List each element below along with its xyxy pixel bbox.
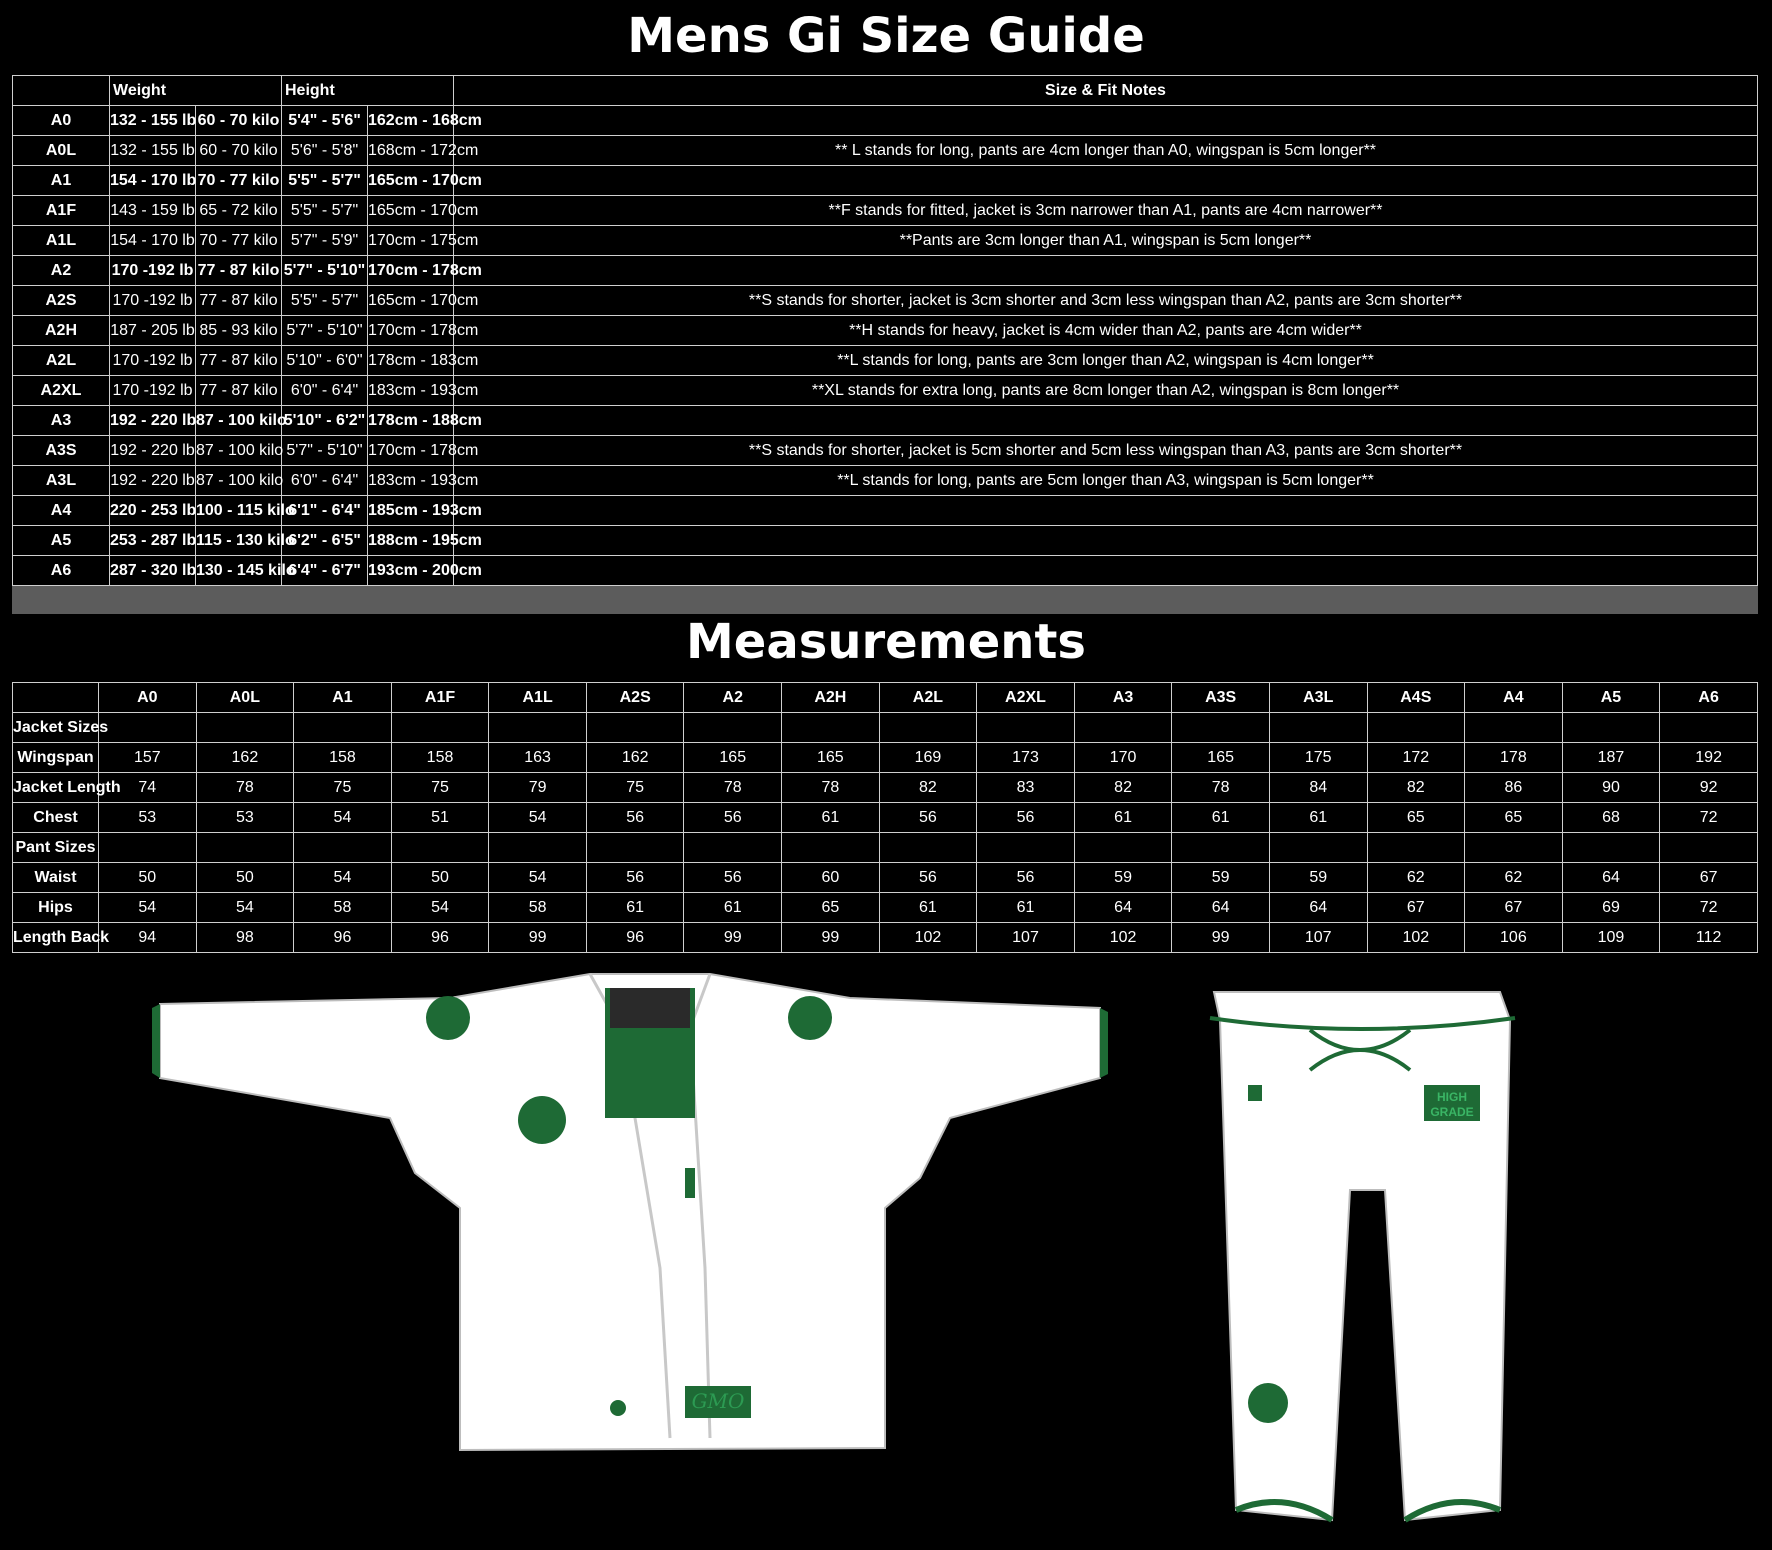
measurement-value <box>391 833 489 863</box>
measurement-value: 67 <box>1660 863 1758 893</box>
measurement-label: Pant Sizes <box>13 833 99 863</box>
weight-lb-cell: 253 - 287 lb <box>110 526 196 556</box>
measurement-row <box>13 863 1758 893</box>
measurement-value: 54 <box>294 863 392 893</box>
height-header: Height <box>282 76 454 106</box>
note-cell: **XL stands for extra long, pants are 8cm longer than A2, wingspan is 8cm longer** <box>454 376 1758 406</box>
size-header-blank <box>13 76 110 106</box>
measurement-value: 78 <box>196 773 294 803</box>
weight-lb-cell: 170 -192 lb <box>110 376 196 406</box>
size-cell: A2S <box>13 286 110 316</box>
weight-kilo-cell: 77 - 87 kilo <box>196 256 282 286</box>
measurement-value <box>1367 713 1465 743</box>
measurement-value <box>99 833 197 863</box>
measurement-value: 187 <box>1562 743 1660 773</box>
measurement-value: 96 <box>294 923 392 953</box>
measurement-value: 96 <box>391 923 489 953</box>
measurement-value <box>294 833 392 863</box>
measurement-value: 50 <box>391 863 489 893</box>
measurement-value: 54 <box>489 803 587 833</box>
size-cell: A2H <box>13 316 110 346</box>
measurement-value: 96 <box>586 923 684 953</box>
measurement-value <box>1367 833 1465 863</box>
note-cell <box>454 526 1758 556</box>
height-ft-cell: 5'7" - 5'10" <box>282 256 368 286</box>
height-ft-cell: 5'10" - 6'2" <box>282 406 368 436</box>
height-ft-cell: 5'7" - 5'9" <box>282 226 368 256</box>
weight-lb-cell: 154 - 170 lb <box>110 166 196 196</box>
measurement-value: 56 <box>879 803 977 833</box>
measurement-value: 165 <box>782 743 880 773</box>
measurement-value: 84 <box>1269 773 1367 803</box>
measurement-value: 60 <box>782 863 880 893</box>
section-divider <box>12 586 1758 614</box>
measurement-value: 79 <box>489 773 587 803</box>
weight-kilo-cell: 70 - 77 kilo <box>196 166 282 196</box>
size-row <box>13 466 1758 496</box>
measurement-size-header: A1 <box>294 683 392 713</box>
size-guide-table <box>12 75 1758 586</box>
measurement-value <box>684 713 782 743</box>
height-ft-cell: 5'7" - 5'10" <box>282 316 368 346</box>
measurement-value: 102 <box>1074 923 1172 953</box>
weight-lb-cell: 132 - 155 lb <box>110 106 196 136</box>
gi-pants-illustration <box>1200 990 1520 1530</box>
measurement-value: 72 <box>1660 893 1758 923</box>
measurement-value: 78 <box>1172 773 1270 803</box>
page-title: Mens Gi Size Guide <box>627 8 1145 64</box>
weight-kilo-cell: 130 - 145 kilo <box>196 556 282 586</box>
height-cm-cell: 188cm - 195cm <box>368 526 454 556</box>
measurement-value <box>391 713 489 743</box>
height-cm-cell: 185cm - 193cm <box>368 496 454 526</box>
weight-lb-cell: 192 - 220 lb <box>110 406 196 436</box>
measurement-value <box>782 833 880 863</box>
measurements-header-row <box>13 683 1758 713</box>
measurement-value <box>782 713 880 743</box>
size-cell: A0L <box>13 136 110 166</box>
weight-kilo-cell: 87 - 100 kilo <box>196 406 282 436</box>
measurement-value: 192 <box>1660 743 1758 773</box>
measurement-value: 56 <box>977 803 1075 833</box>
measurement-size-header: A1L <box>489 683 587 713</box>
height-ft-cell: 6'0" - 6'4" <box>282 466 368 496</box>
measurement-value <box>196 713 294 743</box>
measurement-value: 54 <box>391 893 489 923</box>
measurement-value: 112 <box>1660 923 1758 953</box>
height-cm-cell: 170cm - 178cm <box>368 256 454 286</box>
measurement-value: 61 <box>1269 803 1367 833</box>
note-cell <box>454 106 1758 136</box>
height-ft-cell: 5'7" - 5'10" <box>282 436 368 466</box>
note-cell: **S stands for shorter, jacket is 3cm shorter and 3cm less wingspan than A2, pants are 3cm shorter** <box>454 286 1758 316</box>
height-ft-cell: 5'5" - 5'7" <box>282 196 368 226</box>
measurement-value: 165 <box>1172 743 1270 773</box>
note-cell: **F stands for fitted, jacket is 3cm narrower than A1, pants are 4cm narrower** <box>454 196 1758 226</box>
measurement-value: 102 <box>1367 923 1465 953</box>
measurement-value: 56 <box>586 863 684 893</box>
weight-kilo-cell: 100 - 115 kilo <box>196 496 282 526</box>
size-row <box>13 226 1758 256</box>
measurement-row <box>13 893 1758 923</box>
measurement-value: 54 <box>196 893 294 923</box>
measurement-size-header: A0L <box>196 683 294 713</box>
weight-lb-cell: 187 - 205 lb <box>110 316 196 346</box>
height-cm-cell: 170cm - 178cm <box>368 436 454 466</box>
measurement-size-header: A6 <box>1660 683 1758 713</box>
note-cell <box>454 166 1758 196</box>
measurement-value: 75 <box>391 773 489 803</box>
height-ft-cell: 5'6" - 5'8" <box>282 136 368 166</box>
note-cell <box>454 496 1758 526</box>
measurement-value <box>1074 713 1172 743</box>
size-cell: A5 <box>13 526 110 556</box>
measurement-value: 163 <box>489 743 587 773</box>
measurement-value: 78 <box>684 773 782 803</box>
measurement-value <box>1660 833 1758 863</box>
height-cm-cell: 165cm - 170cm <box>368 166 454 196</box>
height-cm-cell: 193cm - 200cm <box>368 556 454 586</box>
measurement-value <box>1562 833 1660 863</box>
weight-kilo-cell: 77 - 87 kilo <box>196 376 282 406</box>
weight-lb-cell: 220 - 253 lb <box>110 496 196 526</box>
measurement-value: 98 <box>196 923 294 953</box>
note-cell: **L stands for long, pants are 3cm longer than A2, wingspan is 4cm longer** <box>454 346 1758 376</box>
measurement-value: 82 <box>1074 773 1172 803</box>
pants-patch-text-2: GRADE <box>1430 1105 1474 1119</box>
measurement-label: Hips <box>13 893 99 923</box>
size-row <box>13 436 1758 466</box>
measurement-label: Jacket Sizes <box>13 713 99 743</box>
measurement-size-header: A2H <box>782 683 880 713</box>
measurement-value: 61 <box>1172 803 1270 833</box>
measurement-value: 162 <box>586 743 684 773</box>
size-row <box>13 256 1758 286</box>
measurement-row <box>13 803 1758 833</box>
measurement-size-header: A3L <box>1269 683 1367 713</box>
measurement-value: 72 <box>1660 803 1758 833</box>
measurement-size-header: A4S <box>1367 683 1465 713</box>
weight-lb-cell: 287 - 320 lb <box>110 556 196 586</box>
size-cell: A2 <box>13 256 110 286</box>
weight-kilo-cell: 77 - 87 kilo <box>196 346 282 376</box>
measurement-value <box>1660 713 1758 743</box>
measurement-value: 75 <box>294 773 392 803</box>
measurement-size-header: A2L <box>879 683 977 713</box>
measurement-value: 50 <box>99 863 197 893</box>
weight-kilo-cell: 60 - 70 kilo <box>196 106 282 136</box>
weight-kilo-cell: 60 - 70 kilo <box>196 136 282 166</box>
measurement-value: 62 <box>1465 863 1563 893</box>
measurement-value: 99 <box>684 923 782 953</box>
note-cell: **H stands for heavy, jacket is 4cm wider than A2, pants are 4cm wider** <box>454 316 1758 346</box>
height-cm-cell: 170cm - 175cm <box>368 226 454 256</box>
size-row <box>13 556 1758 586</box>
measurement-value: 94 <box>99 923 197 953</box>
measurement-value: 92 <box>1660 773 1758 803</box>
size-cell: A2XL <box>13 376 110 406</box>
measurement-value: 59 <box>1172 863 1270 893</box>
measurement-value: 62 <box>1367 863 1465 893</box>
weight-kilo-cell: 87 - 100 kilo <box>196 436 282 466</box>
measurement-value: 65 <box>1465 803 1563 833</box>
measurement-value: 169 <box>879 743 977 773</box>
measurement-value: 69 <box>1562 893 1660 923</box>
measurement-value: 82 <box>1367 773 1465 803</box>
measurement-value: 68 <box>1562 803 1660 833</box>
notes-header: Size & Fit Notes <box>454 76 1758 106</box>
measurement-value <box>977 713 1075 743</box>
measurement-row <box>13 773 1758 803</box>
measurement-value: 109 <box>1562 923 1660 953</box>
measurement-value: 59 <box>1074 863 1172 893</box>
measurement-size-header: A5 <box>1562 683 1660 713</box>
weight-kilo-cell: 87 - 100 kilo <box>196 466 282 496</box>
weight-kilo-cell: 70 - 77 kilo <box>196 226 282 256</box>
measurements-table <box>12 682 1758 953</box>
measurement-value: 58 <box>294 893 392 923</box>
measurement-value: 61 <box>782 803 880 833</box>
size-row <box>13 406 1758 436</box>
weight-lb-cell: 170 -192 lb <box>110 286 196 316</box>
measurement-value: 54 <box>99 893 197 923</box>
measurement-value: 102 <box>879 923 977 953</box>
measurement-size-header: A2XL <box>977 683 1075 713</box>
measurement-value <box>1074 833 1172 863</box>
measurement-value: 53 <box>196 803 294 833</box>
measurement-value: 59 <box>1269 863 1367 893</box>
measurement-value: 158 <box>391 743 489 773</box>
measurement-value <box>586 833 684 863</box>
measurement-value <box>684 833 782 863</box>
measurement-size-header: A3 <box>1074 683 1172 713</box>
measurement-value: 172 <box>1367 743 1465 773</box>
measurement-value: 82 <box>879 773 977 803</box>
measurements-title: Measurements <box>686 614 1086 670</box>
weight-kilo-cell: 115 - 130 kilo <box>196 526 282 556</box>
measurement-value <box>586 713 684 743</box>
measurement-value <box>1465 833 1563 863</box>
note-cell <box>454 556 1758 586</box>
size-row <box>13 136 1758 166</box>
measurement-value <box>196 833 294 863</box>
weight-lb-cell: 154 - 170 lb <box>110 226 196 256</box>
size-row <box>13 376 1758 406</box>
measurement-value <box>489 713 587 743</box>
measurement-value: 50 <box>196 863 294 893</box>
measurement-value: 175 <box>1269 743 1367 773</box>
measurement-size-header: A2S <box>586 683 684 713</box>
measurement-value: 162 <box>196 743 294 773</box>
weight-lb-cell: 132 - 155 lb <box>110 136 196 166</box>
jacket-patch-text: GMO <box>691 1389 745 1413</box>
measurement-value: 56 <box>684 803 782 833</box>
measurement-size-header: A1F <box>391 683 489 713</box>
size-cell: A3 <box>13 406 110 436</box>
measurement-value: 64 <box>1074 893 1172 923</box>
size-row <box>13 286 1758 316</box>
measurement-value: 61 <box>977 893 1075 923</box>
measurement-value: 86 <box>1465 773 1563 803</box>
measurement-value: 90 <box>1562 773 1660 803</box>
measurement-value <box>1172 713 1270 743</box>
measurement-size-header: A3S <box>1172 683 1270 713</box>
measurement-size-header: A2 <box>684 683 782 713</box>
size-cell: A6 <box>13 556 110 586</box>
measurement-value: 165 <box>684 743 782 773</box>
measurement-value <box>294 713 392 743</box>
size-cell: A1L <box>13 226 110 256</box>
note-cell: **S stands for shorter, jacket is 5cm shorter and 5cm less wingspan than A3, pants are 3cm shorter** <box>454 436 1758 466</box>
measurement-value <box>1269 833 1367 863</box>
measurement-value: 170 <box>1074 743 1172 773</box>
measurement-size-header: A4 <box>1465 683 1563 713</box>
note-cell: **Pants are 3cm longer than A1, wingspan is 5cm longer** <box>454 226 1758 256</box>
measurement-value: 106 <box>1465 923 1563 953</box>
height-cm-cell: 162cm - 168cm <box>368 106 454 136</box>
measurement-value: 61 <box>684 893 782 923</box>
weight-kilo-cell: 65 - 72 kilo <box>196 196 282 226</box>
size-cell: A1F <box>13 196 110 226</box>
measurement-value: 173 <box>977 743 1075 773</box>
measurement-value: 56 <box>879 863 977 893</box>
measurement-value <box>977 833 1075 863</box>
measurement-value <box>99 713 197 743</box>
size-row <box>13 316 1758 346</box>
measurement-value: 64 <box>1269 893 1367 923</box>
weight-lb-cell: 170 -192 lb <box>110 256 196 286</box>
pants-patch-text-1: HIGH <box>1437 1090 1467 1104</box>
measurement-value: 75 <box>586 773 684 803</box>
measurement-label: Wingspan <box>13 743 99 773</box>
height-ft-cell: 5'5" - 5'7" <box>282 166 368 196</box>
gi-jacket-illustration <box>150 968 1110 1468</box>
measurement-label: Jacket Length <box>13 773 99 803</box>
height-cm-cell: 168cm - 172cm <box>368 136 454 166</box>
note-cell: **L stands for long, pants are 5cm longer than A3, wingspan is 5cm longer** <box>454 466 1758 496</box>
note-cell <box>454 406 1758 436</box>
measurement-value <box>879 833 977 863</box>
size-row <box>13 166 1758 196</box>
height-cm-cell: 170cm - 178cm <box>368 316 454 346</box>
height-cm-cell: 183cm - 193cm <box>368 376 454 406</box>
measurement-value <box>1465 713 1563 743</box>
note-cell <box>454 256 1758 286</box>
measurement-value: 58 <box>489 893 587 923</box>
measurement-size-header: A0 <box>99 683 197 713</box>
weight-lb-cell: 143 - 159 lb <box>110 196 196 226</box>
weight-kilo-cell: 77 - 87 kilo <box>196 286 282 316</box>
measurement-row <box>13 833 1758 863</box>
size-table-header-row <box>13 76 1758 106</box>
measurement-value: 107 <box>977 923 1075 953</box>
measurement-value: 65 <box>1367 803 1465 833</box>
note-cell: ** L stands for long, pants are 4cm longer than A0, wingspan is 5cm longer** <box>454 136 1758 166</box>
measurement-value: 56 <box>684 863 782 893</box>
measurement-label: Waist <box>13 863 99 893</box>
measurement-value: 67 <box>1465 893 1563 923</box>
height-cm-cell: 178cm - 183cm <box>368 346 454 376</box>
measurement-value: 61 <box>586 893 684 923</box>
height-cm-cell: 178cm - 188cm <box>368 406 454 436</box>
size-cell: A0 <box>13 106 110 136</box>
measurement-label: Chest <box>13 803 99 833</box>
height-ft-cell: 5'10" - 6'0" <box>282 346 368 376</box>
size-cell: A2L <box>13 346 110 376</box>
measurement-value <box>1269 713 1367 743</box>
measurements-header-blank <box>13 683 99 713</box>
height-ft-cell: 5'5" - 5'7" <box>282 286 368 316</box>
measurement-value: 56 <box>586 803 684 833</box>
height-ft-cell: 6'1" - 6'4" <box>282 496 368 526</box>
size-cell: A3S <box>13 436 110 466</box>
measurement-row <box>13 713 1758 743</box>
size-cell: A4 <box>13 496 110 526</box>
measurement-value <box>879 713 977 743</box>
height-cm-cell: 165cm - 170cm <box>368 196 454 226</box>
measurement-value <box>1562 713 1660 743</box>
size-row <box>13 526 1758 556</box>
measurement-value: 107 <box>1269 923 1367 953</box>
measurement-value: 99 <box>1172 923 1270 953</box>
measurement-value: 78 <box>782 773 880 803</box>
measurement-value: 157 <box>99 743 197 773</box>
height-cm-cell: 183cm - 193cm <box>368 466 454 496</box>
measurement-row <box>13 923 1758 953</box>
weight-lb-cell: 192 - 220 lb <box>110 466 196 496</box>
weight-lb-cell: 192 - 220 lb <box>110 436 196 466</box>
measurement-value: 178 <box>1465 743 1563 773</box>
measurement-value: 99 <box>782 923 880 953</box>
measurement-value: 65 <box>782 893 880 923</box>
weight-header: Weight <box>110 76 282 106</box>
height-ft-cell: 5'4" - 5'6" <box>282 106 368 136</box>
measurement-value: 53 <box>99 803 197 833</box>
measurement-value: 54 <box>489 863 587 893</box>
height-cm-cell: 165cm - 170cm <box>368 286 454 316</box>
size-cell: A3L <box>13 466 110 496</box>
size-row <box>13 196 1758 226</box>
measurement-value: 61 <box>1074 803 1172 833</box>
measurement-value: 64 <box>1172 893 1270 923</box>
size-row <box>13 106 1758 136</box>
weight-lb-cell: 170 -192 lb <box>110 346 196 376</box>
measurement-value: 67 <box>1367 893 1465 923</box>
size-row <box>13 346 1758 376</box>
measurement-value: 64 <box>1562 863 1660 893</box>
measurement-value <box>489 833 587 863</box>
measurement-value: 51 <box>391 803 489 833</box>
measurement-value: 99 <box>489 923 587 953</box>
measurement-value: 54 <box>294 803 392 833</box>
measurement-value: 83 <box>977 773 1075 803</box>
measurement-row <box>13 743 1758 773</box>
size-row <box>13 496 1758 526</box>
measurement-value: 61 <box>879 893 977 923</box>
measurement-value: 158 <box>294 743 392 773</box>
size-cell: A1 <box>13 166 110 196</box>
measurement-label: Length Back <box>13 923 99 953</box>
measurement-value: 56 <box>977 863 1075 893</box>
height-ft-cell: 6'0" - 6'4" <box>282 376 368 406</box>
height-ft-cell: 6'2" - 6'5" <box>282 526 368 556</box>
weight-kilo-cell: 85 - 93 kilo <box>196 316 282 346</box>
measurement-value: 74 <box>99 773 197 803</box>
measurement-value <box>1172 833 1270 863</box>
height-ft-cell: 6'4" - 6'7" <box>282 556 368 586</box>
